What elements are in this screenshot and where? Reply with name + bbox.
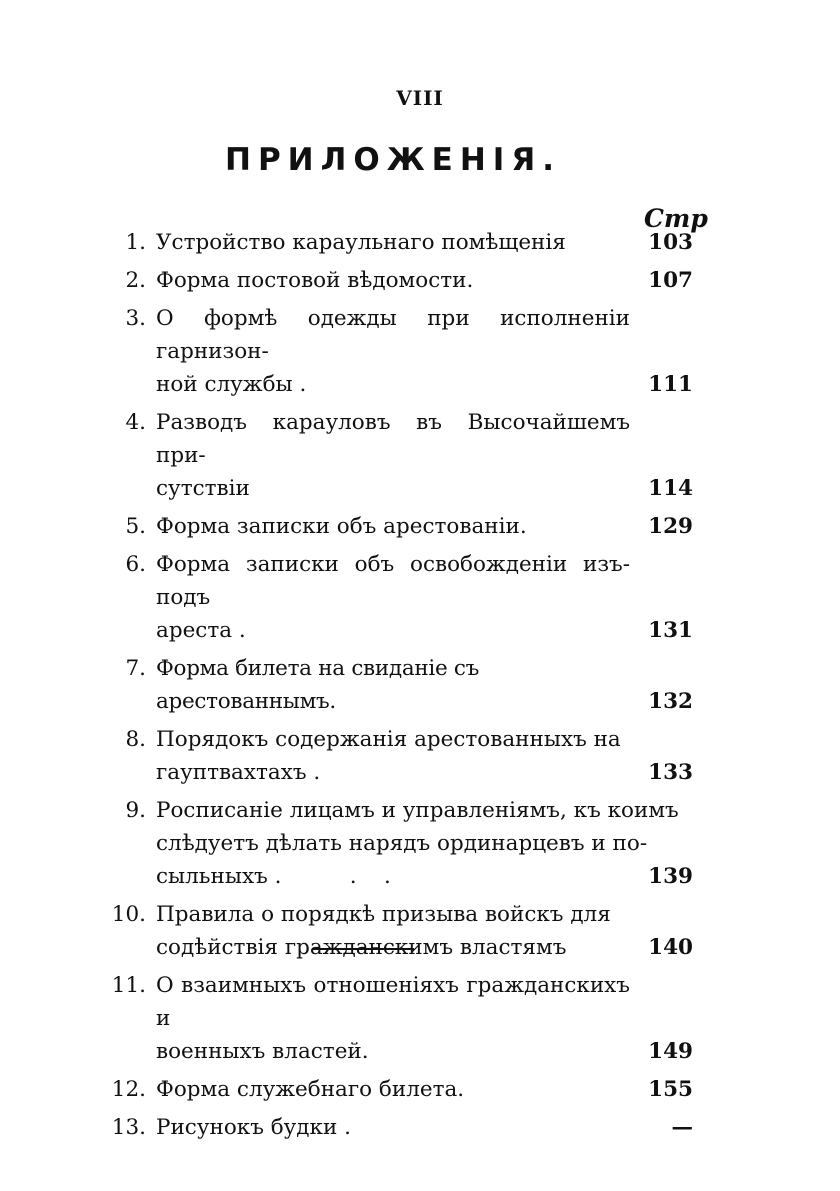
entry-title: Рисунокъ будки .	[156, 1115, 351, 1140]
entry-page: 129	[648, 514, 693, 539]
entry-number: 12.	[111, 1077, 146, 1102]
toc-entry	[0, 652, 840, 718]
toc-entry	[0, 969, 840, 1068]
entry-page: 155	[648, 1077, 693, 1102]
entry-number: 5.	[125, 514, 146, 539]
entry-page: —	[671, 1115, 693, 1140]
table-of-contents	[0, 226, 840, 1149]
entry-number: 1.	[125, 230, 146, 255]
entry-page: 103	[648, 230, 693, 255]
entry-title: О взаимныхъ отношеніяхъ гражданскихъ и военныхъ властей.	[156, 973, 630, 1064]
entry-page: 107	[648, 268, 693, 293]
toc-entry	[0, 1073, 840, 1106]
toc-entry	[0, 548, 840, 647]
toc-entry	[0, 226, 840, 259]
toc-entry	[0, 1111, 840, 1144]
entry-number: 3.	[125, 306, 146, 331]
closing-rule	[313, 948, 414, 950]
toc-entry	[0, 406, 840, 505]
entry-page: 111	[648, 372, 693, 397]
entry-page: 114	[648, 476, 693, 501]
entry-page: 139	[648, 864, 693, 889]
entry-number: 10.	[111, 902, 146, 927]
entry-title: Правила о порядкѣ призыва войскъ для содѣйствія гражданскимъ властямъ	[156, 902, 611, 960]
entry-number: 13.	[111, 1115, 146, 1140]
entry-number: 4.	[125, 410, 146, 435]
entry-number: 9.	[125, 798, 146, 823]
entry-title: Форма билета на свиданіе съ арестованнымъ.	[156, 656, 480, 714]
entry-title: Порядокъ содержанія арестованныхъ на гауптвахтахъ .	[156, 727, 621, 785]
entry-page: 132	[648, 689, 693, 714]
entry-title: Разводъ карауловъ въ Высочайшемъ при- сутствіи	[156, 410, 630, 501]
toc-entry	[0, 264, 840, 297]
toc-entry	[0, 898, 840, 964]
entry-number: 2.	[125, 268, 146, 293]
entry-page: 133	[648, 760, 693, 785]
page-column-header: Стр	[644, 204, 708, 233]
entry-title: Росписаніе лицамъ и управленіямъ, къ коимъ слѣдуетъ дѣлать нарядъ ординарцевъ и по- сыльныхъ . . .	[156, 798, 679, 889]
entry-title: О формѣ одежды при исполненіи гарнизон- ной службы .	[156, 306, 630, 397]
entry-title: Форма записки объ арестованіи.	[156, 514, 527, 539]
entry-page: 149	[648, 1039, 693, 1064]
page-title: ПРИЛОЖЕНIЯ.	[225, 142, 561, 178]
toc-entry	[0, 302, 840, 401]
entry-number: 11.	[111, 973, 146, 998]
entry-page: 140	[648, 935, 693, 960]
page-folio: VIII	[396, 86, 444, 110]
entry-title: Форма записки объ освобожденіи изъ-подъ ареста .	[156, 552, 630, 643]
entry-title: Устройство караульнаго помѣщенія	[156, 230, 566, 255]
entry-number: 6.	[125, 552, 146, 577]
entry-number: 8.	[125, 727, 146, 752]
entry-number: 7.	[125, 656, 146, 681]
toc-entry	[0, 794, 840, 893]
toc-entry	[0, 723, 840, 789]
entry-page: 131	[648, 618, 693, 643]
entry-title: Форма служебнаго билета.	[156, 1077, 465, 1102]
entry-title: Форма постовой вѣдомости.	[156, 268, 474, 293]
toc-entry	[0, 510, 840, 543]
